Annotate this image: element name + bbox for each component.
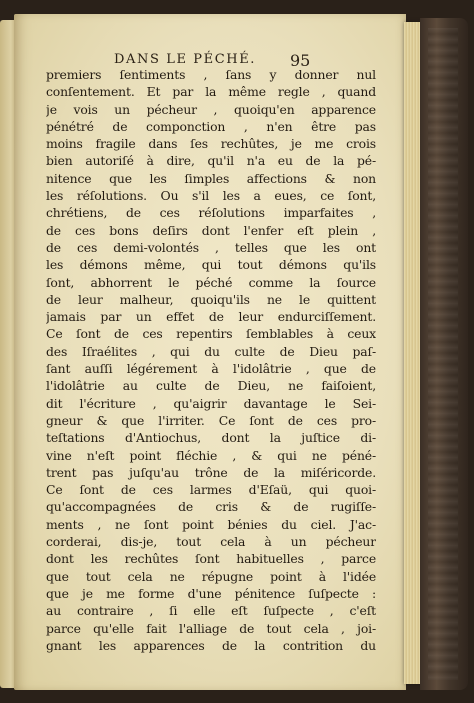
text-line: qu'accompagnées de cris & de rugiſſe- bbox=[46, 499, 376, 515]
text-line: chrétiens, de ces réſolutions imparfaites , bbox=[46, 205, 376, 221]
text-line: nitence que les ſimples affections & non bbox=[46, 170, 376, 186]
text-line: de ces demi-volontés , telles que les ont bbox=[46, 239, 376, 255]
text-line: je vois un pécheur , quoiqu'en apparence bbox=[46, 101, 376, 117]
text-line: moins fragile dans ſes rechûtes, je me crois bbox=[46, 136, 376, 152]
text-line: que tout cela ne répugne point à l'idée bbox=[46, 568, 376, 584]
text-line: bien autoriſé à dire, qu'il n'a eu de la pé- bbox=[46, 153, 376, 169]
text-line: trent pas juſqu'au trône de la miſéricorde. bbox=[46, 464, 376, 480]
text-line: premiers ſentiments , ſans y donner nul bbox=[46, 67, 376, 82]
text-line: les démons même, qui tout démons qu'ils bbox=[46, 257, 376, 273]
running-head: DANS LE PÉCHÉ. bbox=[114, 52, 257, 67]
leather-binding bbox=[420, 18, 468, 690]
text-line: dont les rechûtes ſont habituelles , parce bbox=[46, 551, 376, 567]
text-line: au contraire , ſi elle eſt ſuſpecte , c'eſt bbox=[46, 603, 376, 619]
text-line: conſentement. Et par la même regle , quand bbox=[46, 84, 376, 100]
text-line: ments , ne ſont point bénies du ciel. J'ac- bbox=[46, 516, 376, 532]
body-text bbox=[46, 66, 376, 654]
text-line: de ces bons deſirs dont l'enfer eſt plein , bbox=[46, 222, 376, 238]
text-line: que je me forme d'une pénitence ſuſpecte : bbox=[46, 585, 376, 601]
text-line: parce qu'elle fait l'alliage de tout cela , joi- bbox=[46, 620, 376, 636]
text-line: corderai, dis-je, tout cela à un pécheur bbox=[46, 534, 376, 550]
text-line: de leur malheur, quoiqu'ils ne le quittent bbox=[46, 291, 376, 307]
text-line: gneur & que l'irriter. Ce ſont de ces pro- bbox=[46, 412, 376, 428]
text-line: ſant auſſi légérement à l'idolâtrie , que de bbox=[46, 361, 376, 377]
page-number: 95 bbox=[290, 51, 311, 70]
text-line: gnant les apparences de la contrition du bbox=[46, 637, 376, 653]
text-line: l'idolâtrie au culte de Dieu, ne faiſoient, bbox=[46, 378, 376, 394]
text-line: pénétré de componction , n'en être pas bbox=[46, 118, 376, 134]
text-line: vine n'eſt point fléchie , & qui ne péné- bbox=[46, 447, 376, 463]
text-line: les réſolutions. Ou s'il les a eues, ce ſont, bbox=[46, 188, 376, 204]
text-line: jamais par un effet de leur endurciſſement. bbox=[46, 309, 376, 325]
text-line: Ce ſont de ces larmes d'Eſaü, qui quoi- bbox=[46, 482, 376, 498]
text-line: dit l'écriture , qu'aigrir davantage le Sei- bbox=[46, 395, 376, 411]
text-line: ſont, abhorrent le péché comme la ſource bbox=[46, 274, 376, 290]
text-line: teſtations d'Antiochus, dont la juſtice di- bbox=[46, 430, 376, 446]
text-line: Ce ſont de ces repentirs ſemblables à ceux bbox=[46, 326, 376, 342]
text-line: des Iſraélites , qui du culte de Dieu paſ- bbox=[46, 343, 376, 359]
